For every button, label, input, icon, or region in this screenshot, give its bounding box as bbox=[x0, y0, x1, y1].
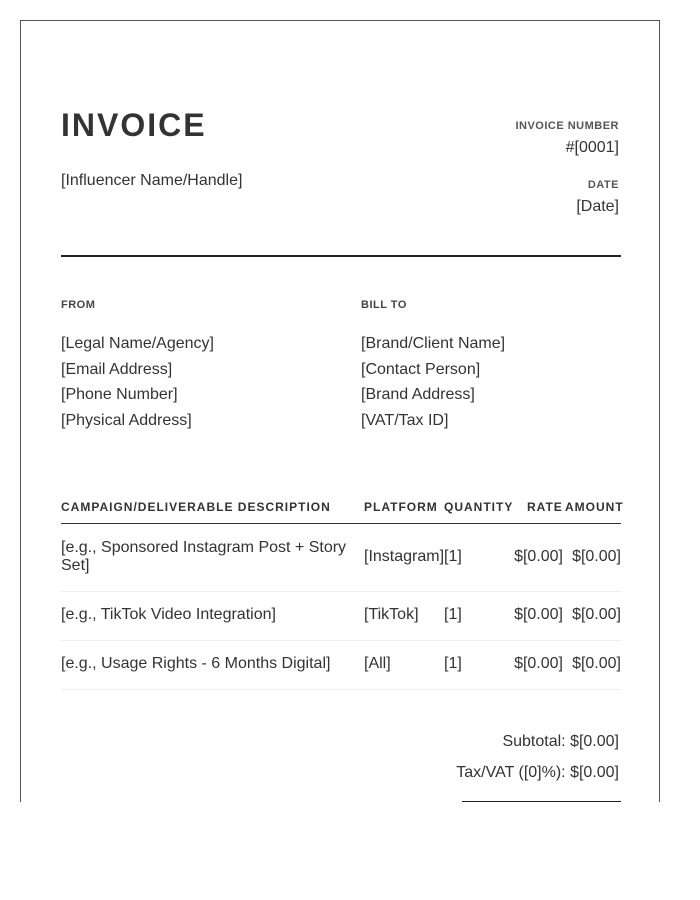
row-3-rate: $[0.00] bbox=[514, 655, 563, 672]
from-line: [Physical Address] bbox=[61, 411, 192, 429]
row-2-description: [e.g., TikTok Video Integration] bbox=[61, 606, 276, 623]
row-1-rate: $[0.00] bbox=[514, 548, 563, 565]
bill-to-address bbox=[361, 331, 505, 433]
bill-to-line: [Contact Person] bbox=[361, 360, 481, 378]
from-line: [Legal Name/Agency] bbox=[61, 335, 214, 352]
row-2-platform: [TikTok] bbox=[364, 606, 419, 623]
header-rate: RATE bbox=[527, 500, 563, 514]
row-2-quantity: [1] bbox=[444, 606, 462, 623]
bill-to-label: BILL TO bbox=[361, 299, 407, 311]
row-divider bbox=[61, 591, 621, 592]
subtotal-value: $[0.00] bbox=[570, 733, 619, 750]
influencer-name: [Influencer Name/Handle] bbox=[61, 172, 243, 189]
row-3-platform: [All] bbox=[364, 655, 391, 672]
header-divider bbox=[61, 255, 621, 257]
header-amount: AMOUNT bbox=[565, 500, 624, 514]
row-3-description: [e.g., Usage Rights - 6 Months Digital] bbox=[61, 655, 331, 672]
row-1-description: [e.g., Sponsored Instagram Post + Story Set] bbox=[61, 539, 347, 574]
row-3-quantity: [1] bbox=[444, 655, 462, 672]
invoice-sheet bbox=[20, 20, 660, 802]
row-3-amount: $[0.00] bbox=[572, 655, 621, 672]
from-label: FROM bbox=[61, 299, 96, 311]
row-divider bbox=[61, 689, 621, 690]
bill-to-line: [VAT/Tax ID] bbox=[361, 411, 449, 429]
header-platform: PLATFORM bbox=[364, 500, 438, 514]
date-value: [Date] bbox=[576, 198, 619, 215]
invoice-number-value: #[0001] bbox=[565, 139, 619, 156]
row-2-amount: $[0.00] bbox=[572, 606, 621, 623]
row-1-amount: $[0.00] bbox=[572, 548, 621, 565]
invoice-number-label: INVOICE NUMBER bbox=[515, 120, 619, 132]
row-1-quantity: [1] bbox=[444, 548, 462, 565]
header-quantity: QUANTITY bbox=[444, 500, 514, 514]
bill-to-line: [Brand Address] bbox=[361, 386, 475, 403]
tax-row bbox=[456, 764, 619, 782]
row-1-platform: [Instagram] bbox=[364, 548, 445, 565]
table-header-rule bbox=[61, 523, 621, 524]
row-divider bbox=[61, 640, 621, 641]
subtotal-row bbox=[502, 733, 619, 751]
bill-to-line: [Brand/Client Name] bbox=[361, 335, 506, 352]
invoice-title: INVOICE bbox=[61, 107, 207, 143]
from-address bbox=[61, 331, 214, 433]
tax-label: Tax/VAT ([0]%): bbox=[456, 764, 566, 781]
subtotal-label: Subtotal: bbox=[502, 733, 566, 750]
total-divider bbox=[462, 801, 621, 802]
header-description: CAMPAIGN/DELIVERABLE DESCRIPTION bbox=[61, 500, 331, 514]
from-line: [Phone Number] bbox=[61, 386, 178, 403]
from-line: [Email Address] bbox=[61, 360, 173, 378]
tax-value: $[0.00] bbox=[570, 764, 619, 781]
date-label: DATE bbox=[587, 179, 619, 191]
row-2-rate: $[0.00] bbox=[514, 606, 563, 623]
